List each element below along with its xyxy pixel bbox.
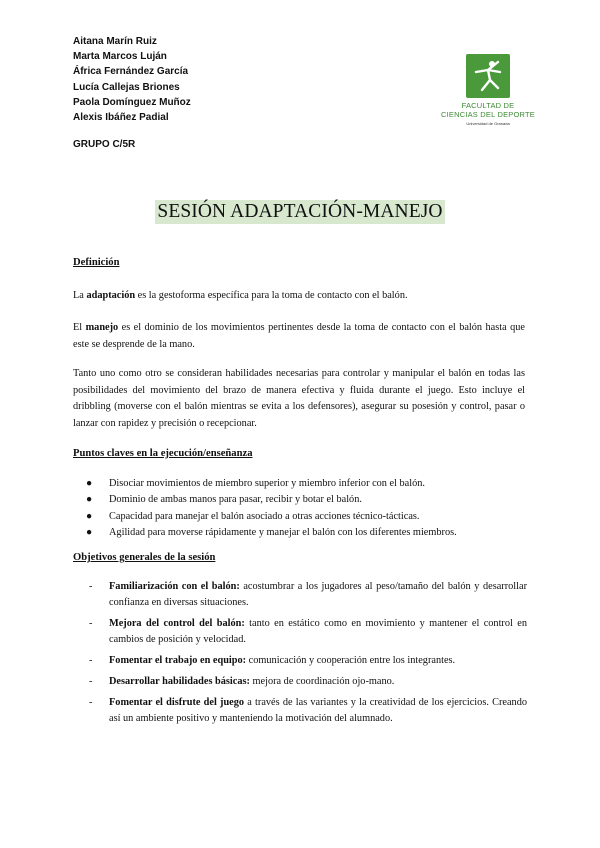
objectives-list	[73, 579, 527, 732]
objective-title: Desarrollar habilidades básicas:	[109, 676, 250, 687]
page-title: SESIÓN ADAPTACIÓN-MANEJO	[157, 201, 443, 222]
bold-term: manejo	[85, 322, 119, 333]
definition-paragraph-3: Tanto uno como otro se consideran habilidades necesarias para controlar y manipular el balón en todas las posibilidades del movimiento del brazo de manera efectiva y fluida durante el juego. Esto incluye el dribbling (moverse con el balón mientras se evita a los defensores), asegurar su posesión y control, pasar o lanzar con rapidez y precisión o recepcionar.	[73, 368, 525, 429]
dash-marker: -	[89, 655, 93, 666]
key-points-list	[73, 476, 533, 542]
list-item-text: Disociar movimientos de miembro superior y miembro inferior con el balón.	[109, 478, 425, 489]
objective-title: Fomentar el disfrute del juego	[109, 697, 245, 708]
bullet-icon: ●	[86, 478, 93, 489]
author-name: Paola Domínguez Muñoz	[73, 96, 191, 108]
author-name: Aitana Marín Ruiz	[73, 36, 157, 47]
dash-marker: -	[89, 676, 93, 687]
objective-text: mejora de coordinación ojo-mano.	[249, 676, 395, 687]
dash-marker: -	[89, 618, 93, 629]
list-item	[73, 695, 527, 727]
list-item	[73, 579, 527, 611]
logo-line-2: CIENCIAS DEL DEPORTE	[440, 110, 536, 119]
list-item-text: Capacidad para manejar el balón asociado a otras acciones técnico-tácticas.	[109, 510, 420, 522]
athlete-icon	[466, 54, 510, 98]
text-run: El	[73, 322, 86, 333]
objective-title: Familiarización con el balón:	[109, 581, 240, 592]
list-item	[73, 653, 527, 669]
text-run: La	[73, 290, 87, 301]
objectives-heading: Objetivos generales de la sesión	[73, 552, 216, 563]
bullet-icon: ●	[86, 510, 93, 522]
definition-paragraph-2	[73, 320, 525, 353]
objective-text: a través de las variantes y la creatividad de los ejercicios. Creando así un ambiente positivo y manteniendo la motivación del alumnado.	[109, 697, 527, 724]
dash-marker: -	[89, 697, 93, 708]
list-item	[73, 674, 527, 690]
objective-title: Fomentar el trabajo en equipo:	[109, 655, 247, 666]
objective-text: tanto en estático como en movimiento y mantener el control en cambios de posición y velocidad.	[109, 618, 527, 645]
list-item	[73, 492, 533, 508]
key-points-heading: Puntos claves en la ejecución/enseñanza	[73, 448, 253, 459]
author-name: Lucía Callejas Briones	[73, 81, 180, 93]
definition-heading: Definición	[73, 257, 120, 268]
definition-paragraph-1	[73, 288, 525, 305]
list-item	[73, 509, 533, 525]
list-item-text: Dominio de ambas manos para pasar, recibir y botar el balón.	[109, 494, 362, 506]
objective-text: comunicación y cooperación entre los integrantes.	[246, 655, 456, 666]
dash-marker: -	[89, 581, 93, 592]
title-container	[0, 200, 600, 224]
author-name: África Fernández García	[73, 66, 189, 78]
list-item	[73, 525, 533, 541]
text-run: es la gestoforma específica para la toma de contacto con el balón.	[135, 290, 408, 301]
bullet-icon: ●	[86, 527, 93, 539]
author-name: Marta Marcos Luján	[73, 51, 167, 63]
faculty-logo	[440, 52, 536, 132]
group-label: GRUPO C/5R	[73, 139, 136, 150]
bold-term: adaptación	[86, 290, 136, 301]
bullet-icon: ●	[86, 494, 93, 506]
logo-line-1: FACULTAD DE	[461, 101, 515, 110]
objective-text: acostumbrar a los jugadores al peso/tamaño del balón y desarrollar confianza en diversas situaciones.	[109, 581, 527, 608]
text-run: es el dominio de los movimientos pertinentes desde la toma de contacto con el balón hasta que este se desprende de la mano.	[73, 322, 525, 350]
author-name: Alexis Ibáñez Padial	[73, 112, 169, 124]
logo-line-3: Universidad de Granada	[466, 121, 510, 126]
list-item-text: Agilidad para moverse rápidamente y manejar el balón con los diferentes miembros.	[109, 527, 457, 539]
objective-title: Mejora del control del balón:	[109, 618, 245, 629]
author-list	[73, 34, 191, 125]
list-item	[73, 476, 533, 492]
list-item	[73, 616, 527, 648]
